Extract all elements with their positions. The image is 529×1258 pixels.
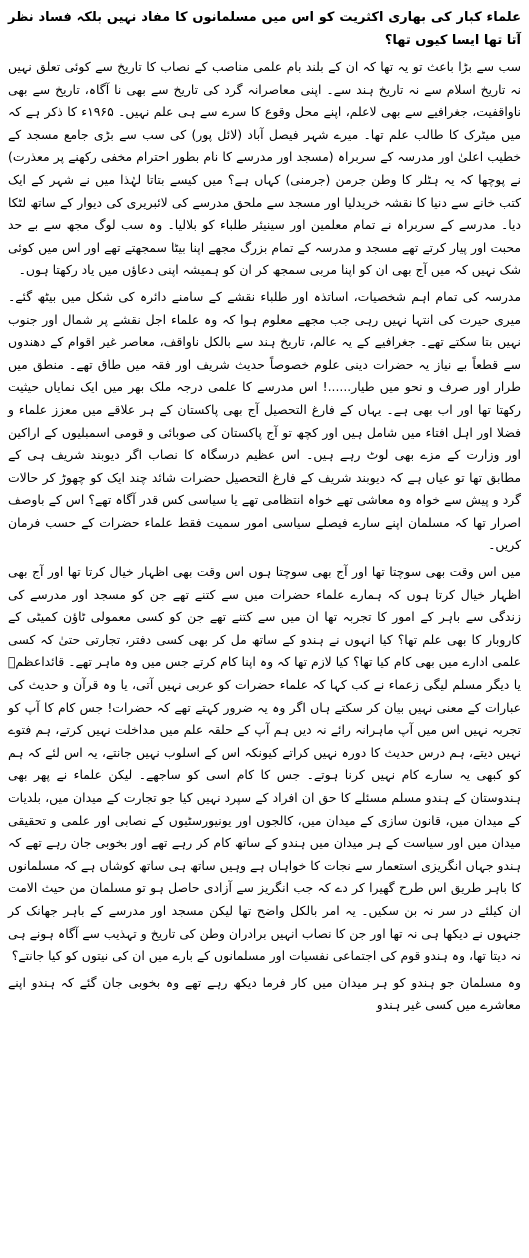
paragraph-1: سب سے بڑا باعث تو یہ تھا کہ ان کے بلند بام علمی مناصب کے نصاب کا تاریخ سے کوئی تعلق نہیں نہ تاریخ اسلام سے نہ تاریخ ہند سے۔ اپنی معاصرانہ گرد کی تاریخ سے بھی نا آگاہ، تاریخ سے بھی ناواقفیت، جغرافیے سے بھی لاعلم، اپنے محل وقوع کا سرے سے ہی علم نہیں۔ ۱۹۶۵ء کا ذکر ہے کہ میں میٹرک کا طالب علم تھا۔ میرے شہر فیصل آباد (لائل پور) کی سب سے بڑی جامع مسجد کے خطیب اعلیٰ اور مدرسہ کے سربراہ (مسجد اور مدرسے کا نام بطور احترام مخفی رکھنے پر معذرت) نے پوچھا کہ یہ ہٹلر کا وطن جرمن (جرمنی) کہاں ہے؟ میں کیسے بتاتا لہٰذا میں نے شہر کے ایک کتب خانے سے دنیا کا نقشہ خریدلیا اور مسجد سے ملحق مدرسے کی لائبریری کی دیوار کے ساتھ لٹکا دیا۔ مدرسے کے سربراہ نے تمام معلمین اور سینیئر طلباء کو بلالیا۔ وہ سب لوگ مجھ سے بے حد محبت اور پیار کرتے تھے مسجد و مدرسہ کے تمام بزرگ مجھے اپنا بیٹا سمجھتے تھے اور اس میں کوئی شک نہیں کہ میں آج بھی ان کو اپنا مربی سمجھ کر ان کو ہمیشہ اپنی دعاؤں میں یاد رکھتا ہوں۔ bbox=[8, 59, 521, 278]
question-heading: علماء کبار کی بھاری اکثریت کو اس میں مسلمانوں کا مفاد نہیں بلکہ فساد نظر آتا تھا ایسا کیوں تھا؟ bbox=[8, 10, 521, 48]
paragraph-4-partial: وہ مسلمان جو ہندو کو ہر میدان میں کار فرما دیکھ رہے تھے وہ بخوبی جان گئے کہ ہندو اپنے معاشرے میں کسی غیر ہندو bbox=[8, 974, 521, 1013]
paragraph-2: مدرسہ کی تمام اہم شخصیات، اساتذہ اور طلباء نقشے کے سامنے دائرہ کی شکل میں بیٹھ گئے۔ میری حیرت کی انتہا نہیں رہی جب مجھے معلوم ہوا کہ وہ علماء اجل نقشے پر شمال اور جنوب نہیں بتا سکتے تھے۔ جغرافیے کے یہ عالم، تاریخ ہند سے بالکل ناواقف، معاصر غیر اقوام کے دھندوں سے قطعاً بے نیاز یہ حضرات دینی علوم خصوصاً حدیث شریف اور فقہ میں طاق تھے۔ منطق میں طرار اور صرف و نحو میں طیار......! اس مدرسے کا علمی درجہ ملک بھر میں ایک نمایاں حیثیت رکھتا تھا اور اب بھی ہے۔ یہاں کے فارغ التحصیل آج بھی پاکستان کے ہر علاقے میں معزز علماء و فضلا اور اہل افتاء میں شامل ہیں اور کچھ تو آج پاکستان کی صوبائی و قومی اسمبلیوں کے اراکین اور وزارت کے مزے بھی لوٹ رہے ہیں۔ اس عظیم درسگاہ کا نصاب اگر دیوبند شریف ہی کے مطابق تھا تو عیاں ہے کہ دیوبند شریف کے فارغ التحصیل حضرات شائد چند ایک کو چھوڑ کر حالات گرد و پیش سے خواہ وہ معاشی تھے خواہ انتظامی تھے یا سیاسی کس قدر آگاہ تھے؟ اس کے باوصف اصرار تھا کہ مسلمان اپنے سارے فیصلے سیاسی امور سمیت فقط علماء حضرات کے حسب فرمان کریں۔ bbox=[8, 288, 521, 553]
paragraph-3: میں اس وقت بھی سوچتا تھا اور آج بھی سوچتا ہوں اس وقت بھی اظہار خیال کرتا تھا اور آج بھی اظہار خیال کرتا ہوں کہ ہمارے علماء حضرات میں سے کتنے تھے جن کو مسجد اور مدرسے کی زندگی سے باہر کے امور کا تجربہ تھا ان میں سے کتنے تھے جن کو کسی معمولی ٹاؤن کمیٹی کے کاروبار کا بھی علم تھا؟ کیا انہوں نے ہندو کے ساتھ مل کر بھی کسی دفتر، تجارتی حتیٰ کہ کسی علمی ادارے میں بھی کام کیا تھا؟ کیا لازم تھا کہ وہ اپنا کام کرتے جس میں وہ ماہر تھے۔ قائداعظمؒ یا دیگر مسلم لیگی زعماء نے کب کہا کہ علماء حضرات کو عربی نہیں آتی، یا وہ قرآن و حدیث کی عبارات کے معنی نہیں بیان کر سکتے ہاں اگر وہ یہ ضرور کہتے تھے کہ حضرات! جس کام کا آپ کو تجربہ نہیں اس میں آپ ماہرانہ رائے نہ دیں ہم آپ کے حلقہ علم میں مداخلت نہیں کرتے، ہم فتوے نہیں دیتے، ہم درس حدیث کا دورہ نہیں کراتے کیونکہ اس کے اسلوب نہیں جانتے، یہ اس لئے کہ ہم کو کبھی یہ سارے کام نہیں کرنا ہوتے۔ جس کا کام اسی کو ساجھے۔ لیکن علماء نے پھر بھی ہندوستان کے ہندو مسلم مسئلے کا حق ان افراد کے سپرد نہیں کیا جو تجارت کے میدان میں، بلدیات کے میدان میں، قانون سازی کے میدان میں، کالجوں اور یونیورسٹیوں کے نصابی اور علمی و تحقیقی میدان میں اور سیاست کے ہر میدان میں ہندو کے ساتھ کام کر رہے تھے اور بخوبی جان رہے تھے کہ ہندو جہاں انگریزی استعمار سے نجات کا خواہاں ہے وہیں ساتھ ہی ساتھ کوشاں ہے کہ مسلمانوں کا باہر طریق اس طرح گھیرا کر دے کہ جب انگریز سے آزادی حاصل ہو تو مسلمان من حیث الامت ان کیلئے در سر نہ بن سکیں۔ یہ امر بالکل واضح تھا لیکن مسجد اور مدرسے کے باہر جھانک کر جنہوں نے دیکھا ہی نہ تھا اور جن کا نصاب انہیں برادران وطن کی تاریخ و تہذیب سے آگاہ ہونے ہی نہ دیتا تھا، وہ ہندو قوم کی اجتماعی نفسیات اور مسلمانوں کے بارے میں ان کی نیتوں کو کیا جانتے؟ bbox=[8, 564, 521, 964]
